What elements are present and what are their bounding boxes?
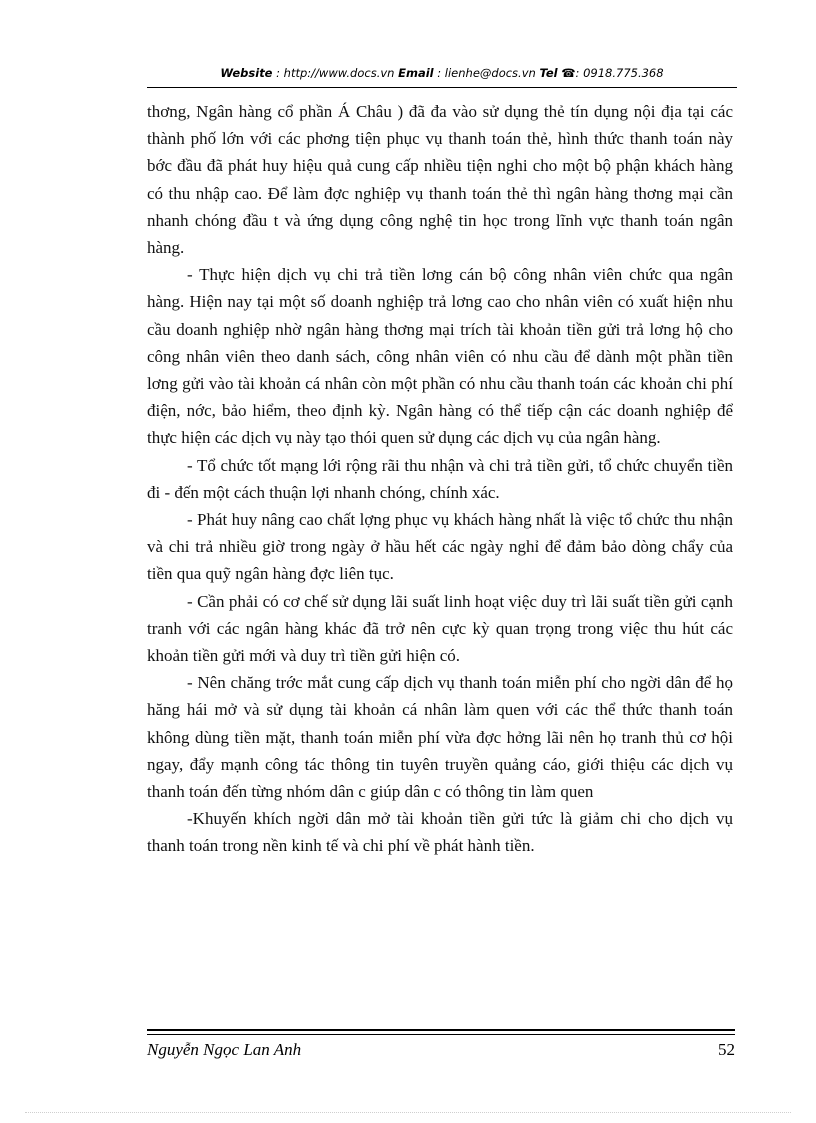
email-value: : lienhe@docs.vn: [433, 66, 540, 80]
document-body: [147, 98, 733, 860]
paragraph: - Phát huy nâng cao chất lợng phục vụ khách hàng nhất là việc tổ chức thu nhận và chi trả nhiều giờ trong ngày ở hầu hết các ngày nghỉ để đảm bảo dòng chẩy của tiền qua quỹ ngân hàng đợc liên tục.: [147, 510, 733, 584]
header-divider: [147, 87, 737, 88]
footer-divider-thick: [147, 1029, 735, 1031]
tel-value: : 0918.775.368: [575, 66, 664, 80]
tel-label: Tel: [539, 66, 558, 80]
paragraph: thơng, Ngân hàng cổ phần Á Châu ) đã đa vào sử dụng thẻ tín dụng nội địa tại các thành phố lớn với các phơng tiện phục vụ thanh toán thẻ, hình thức thanh toán này bớc đầu đã phát huy hiệu quả cung cấp nhiều tiện nghi cho một bộ phận khách hàng có thu nhập cao. Để làm đợc nghiệp vụ thanh toán thẻ thì ngân hàng thơng mại cần nhanh chóng đầu t và ứng dụng công nghệ tin học trong lĩnh vực thanh toán ngân hàng.: [147, 102, 733, 258]
footer-divider-thin: [147, 1034, 735, 1035]
page-header: [147, 66, 737, 80]
paragraph: - Thực hiện dịch vụ chi trả tiền lơng cán bộ công nhân viên chức qua ngân hàng. Hiện nay tại một số doanh nghiệp trả lơng cao cho nhân viên có xuất hiện nhu cầu doanh nghiệp nhờ ngân hàng thơng mại trích tài khoản tiền gửi trả lơng hộ cho công nhân viên theo danh sách, công nhân viên có nhu cầu để dành một phần tiền lơng gửi vào tài khoản cá nhân còn một phần có nhu cầu thanh toán các khoản chi phí điện, nớc, bảo hiểm, theo định kỳ. Ngân hàng có thể tiếp cận các doanh nghiệp để thực hiện các dịch vụ này tạo thói quen sử dụng các dịch vụ của ngân hàng.: [147, 265, 733, 448]
page-number: 52: [718, 1040, 735, 1059]
paragraph: -Khuyến khích ngời dân mở tài khoản tiền gửi tức là giảm chi cho dịch vụ thanh toán trong nền kinh tế và chi phí về phát hành tiền.: [147, 809, 733, 856]
paragraph: - Cần phải có cơ chế sử dụng lãi suất linh hoạt việc duy trì lãi suất tiền gửi cạnh tranh với các ngân hàng khác đã trở nên cực kỳ quan trọng trong việc thu hút các khoản tiền gửi mới và duy trì tiền gửi hiện có.: [147, 591, 733, 666]
email-label: Email: [398, 66, 434, 80]
website-label: Website: [220, 66, 273, 80]
paragraph: - Tổ chức tốt mạng lới rộng rãi thu nhận và chi trả tiền gửi, tổ chức chuyển tiền đi - đến một cách thuận lợi nhanh chóng, chính xác.: [147, 455, 733, 502]
paragraph: - Nên chăng trớc mắt cung cấp dịch vụ thanh toán miễn phí cho ngời dân để họ hăng hái mở và sử dụng tài khoản cá nhân làm quen với các thể thức thanh toán không dùng tiền mặt, thanh toán miễn phí vừa đợc hởng lãi nên họ tranh thủ cơ hội ngay, đẩy mạnh công tác thông tin tuyên truyền quảng cáo, giới thiệu các dịch vụ thanh toán đến từng nhóm dân c giúp dân c có thông tin làm quen: [147, 673, 733, 802]
website-value: : http://www.docs.vn: [272, 66, 399, 80]
page-edge: [25, 1112, 791, 1113]
footer-author: Nguyễn Ngọc Lan Anh: [147, 1040, 302, 1059]
phone-icon: ☎: [561, 66, 576, 80]
